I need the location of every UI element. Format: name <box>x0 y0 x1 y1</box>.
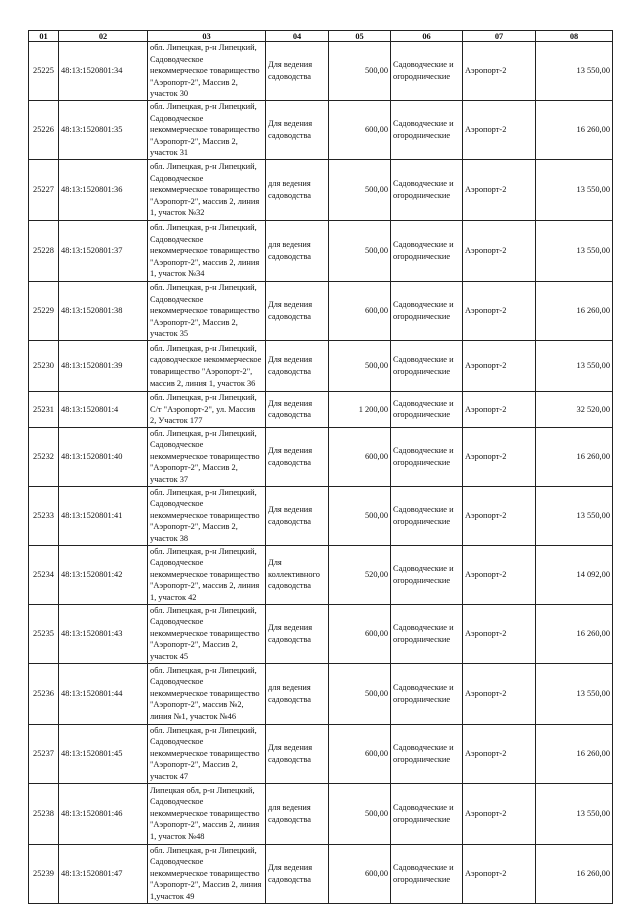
area-value: 520,00 <box>329 545 391 604</box>
area-value: 600,00 <box>329 100 391 159</box>
permitted-use: Для ведения садоводства <box>266 604 329 663</box>
row-number: 25227 <box>29 159 59 220</box>
address: обл. Липецкая, р-н Липецкий, Садоводческое некоммерческое товарищество "Аэропорт-2", массив 2, линия 1, участок №34 <box>148 220 266 281</box>
area-value: 600,00 <box>329 604 391 663</box>
permitted-use: Для ведения садоводства <box>266 427 329 486</box>
row-number: 25225 <box>29 42 59 101</box>
land-category: Садоводческие и огороднические <box>391 486 463 545</box>
cadastral-value: 13 550,00 <box>536 159 613 220</box>
permitted-use: для ведения садоводства <box>266 783 329 844</box>
cadastral-number: 48:13:1520801:39 <box>59 340 148 391</box>
address: обл. Липецкая, р-н Липецкий, Садоводческое некоммерческое товарищество "Аэропорт-2", Массив 2, участок 35 <box>148 281 266 340</box>
cadastral-value: 16 260,00 <box>536 604 613 663</box>
location: Аэропорт-2 <box>463 42 536 101</box>
address: обл. Липецкая, р-н Липецкий, Садоводческое некоммерческое товарищество "Аэропорт-2", Массив 2, участок 47 <box>148 724 266 783</box>
area-value: 600,00 <box>329 427 391 486</box>
address: обл. Липецкая, р-н Липецкий, Садоводческое некоммерческое товарищество "Аэропорт-2", Массив 2, участок 31 <box>148 100 266 159</box>
table-row <box>29 844 613 903</box>
row-number: 25226 <box>29 100 59 159</box>
location: Аэропорт-2 <box>463 486 536 545</box>
land-category: Садоводческие и огороднические <box>391 340 463 391</box>
permitted-use: Для ведения садоводства <box>266 100 329 159</box>
location: Аэропорт-2 <box>463 281 536 340</box>
permitted-use: для ведения садоводства <box>266 663 329 724</box>
cadastral-value: 13 550,00 <box>536 220 613 281</box>
area-value: 500,00 <box>329 663 391 724</box>
permitted-use: Для ведения садоводства <box>266 724 329 783</box>
cadastral-number: 48:13:1520801:38 <box>59 281 148 340</box>
cadastral-number: 48:13:1520801:4 <box>59 391 148 427</box>
area-value: 1 200,00 <box>329 391 391 427</box>
area-value: 500,00 <box>329 783 391 844</box>
permitted-use: Для ведения садоводства <box>266 281 329 340</box>
address: обл. Липецкая, р-н Липецкий, Садоводческое некоммерческое товарищество "Аэропорт-2", Массив 2, участок 38 <box>148 486 266 545</box>
table-row <box>29 427 613 486</box>
table-row <box>29 486 613 545</box>
address: обл. Липецкая, р-н Липецкий, Садоводческое некоммерческое товарищество "Аэропорт-2", массив №2, линия №1, участок №46 <box>148 663 266 724</box>
column-header: 03 <box>148 31 266 42</box>
location: Аэропорт-2 <box>463 545 536 604</box>
cadastral-number: 48:13:1520801:34 <box>59 42 148 101</box>
table-row <box>29 159 613 220</box>
header-row <box>29 31 613 42</box>
area-value: 500,00 <box>329 42 391 101</box>
land-category: Садоводческие и огороднические <box>391 427 463 486</box>
column-header: 06 <box>391 31 463 42</box>
row-number: 25235 <box>29 604 59 663</box>
land-category: Садоводческие и огороднические <box>391 663 463 724</box>
column-header: 01 <box>29 31 59 42</box>
row-number: 25232 <box>29 427 59 486</box>
location: Аэропорт-2 <box>463 391 536 427</box>
location: Аэропорт-2 <box>463 100 536 159</box>
table-row <box>29 724 613 783</box>
column-header: 02 <box>59 31 148 42</box>
land-category: Садоводческие и огороднические <box>391 42 463 101</box>
cadastral-number: 48:13:1520801:46 <box>59 783 148 844</box>
cadastral-value: 16 260,00 <box>536 100 613 159</box>
location: Аэропорт-2 <box>463 663 536 724</box>
area-value: 500,00 <box>329 220 391 281</box>
cadastral-value: 16 260,00 <box>536 281 613 340</box>
table-row <box>29 663 613 724</box>
table-row <box>29 220 613 281</box>
land-category: Садоводческие и огороднические <box>391 844 463 903</box>
land-register-table <box>28 30 613 904</box>
location: Аэропорт-2 <box>463 340 536 391</box>
address: обл. Липецкая, р-н Липецкий, садоводческое некоммерческое товарищество "Аэропорт-2", массив 2, линия 1, участок 36 <box>148 340 266 391</box>
area-value: 600,00 <box>329 844 391 903</box>
area-value: 600,00 <box>329 281 391 340</box>
row-number: 25229 <box>29 281 59 340</box>
address: обл. Липецкая, р-н Липецкий, С/т "Аэропорт-2", ул. Массив 2, Участок 177 <box>148 391 266 427</box>
permitted-use: Для коллективного садоводства <box>266 545 329 604</box>
column-header: 07 <box>463 31 536 42</box>
address: обл. Липецкая, р-н Липецкий, Садоводческое некоммерческое товарищество "Аэропорт-2", Массив 2, линия 1,участок 49 <box>148 844 266 903</box>
cadastral-number: 48:13:1520801:35 <box>59 100 148 159</box>
cadastral-value: 14 092,00 <box>536 545 613 604</box>
row-number: 25228 <box>29 220 59 281</box>
address: обл. Липецкая, р-н Липецкий, Садоводческое некоммерческое товарищество "Аэропорт-2", Массив 2, участок 45 <box>148 604 266 663</box>
permitted-use: Для ведения садоводства <box>266 486 329 545</box>
cadastral-value: 13 550,00 <box>536 663 613 724</box>
location: Аэропорт-2 <box>463 724 536 783</box>
land-category: Садоводческие и огороднические <box>391 724 463 783</box>
permitted-use: Для ведения садоводства <box>266 340 329 391</box>
land-category: Садоводческие и огороднические <box>391 783 463 844</box>
cadastral-value: 13 550,00 <box>536 783 613 844</box>
table-row <box>29 391 613 427</box>
area-value: 500,00 <box>329 340 391 391</box>
address: обл. Липецкая, р-н Липецкий, Садоводческое некоммерческое товарищество "Аэропорт-2", массив 2, линия 1, участок 42 <box>148 545 266 604</box>
table-row <box>29 545 613 604</box>
cadastral-number: 48:13:1520801:44 <box>59 663 148 724</box>
permitted-use: Для ведения садоводства <box>266 391 329 427</box>
land-category: Садоводческие и огороднические <box>391 391 463 427</box>
location: Аэропорт-2 <box>463 844 536 903</box>
permitted-use: Для ведения садоводства <box>266 844 329 903</box>
table-row <box>29 340 613 391</box>
cadastral-value: 13 550,00 <box>536 340 613 391</box>
row-number: 25237 <box>29 724 59 783</box>
cadastral-number: 48:13:1520801:43 <box>59 604 148 663</box>
cadastral-number: 48:13:1520801:45 <box>59 724 148 783</box>
cadastral-value: 16 260,00 <box>536 427 613 486</box>
row-number: 25239 <box>29 844 59 903</box>
location: Аэропорт-2 <box>463 604 536 663</box>
land-category: Садоводческие и огороднические <box>391 545 463 604</box>
table-row <box>29 783 613 844</box>
address: обл. Липецкая, р-н Липецкий, Садоводческое некоммерческое товарищество "Аэропорт-2", Массив 2, участок 37 <box>148 427 266 486</box>
cadastral-value: 13 550,00 <box>536 42 613 101</box>
row-number: 25230 <box>29 340 59 391</box>
location: Аэропорт-2 <box>463 159 536 220</box>
area-value: 500,00 <box>329 159 391 220</box>
address: обл. Липецкая, р-н Липецкий, Садоводческое некоммерческое товарищество "Аэропорт-2", массив 2, линия 1, участок №32 <box>148 159 266 220</box>
cadastral-number: 48:13:1520801:42 <box>59 545 148 604</box>
row-number: 25233 <box>29 486 59 545</box>
table-row <box>29 604 613 663</box>
cadastral-number: 48:13:1520801:47 <box>59 844 148 903</box>
area-value: 600,00 <box>329 724 391 783</box>
row-number: 25234 <box>29 545 59 604</box>
column-header: 04 <box>266 31 329 42</box>
cadastral-number: 48:13:1520801:37 <box>59 220 148 281</box>
cadastral-number: 48:13:1520801:40 <box>59 427 148 486</box>
table-row <box>29 100 613 159</box>
cadastral-value: 13 550,00 <box>536 486 613 545</box>
row-number: 25238 <box>29 783 59 844</box>
cadastral-value: 16 260,00 <box>536 724 613 783</box>
land-category: Садоводческие и огороднические <box>391 220 463 281</box>
location: Аэропорт-2 <box>463 427 536 486</box>
address: Липецкая обл, р-н Липецкий, Садоводческое некоммерческое товарищество "Аэропорт-2", массив 2, линия 1, участок №48 <box>148 783 266 844</box>
table-row <box>29 281 613 340</box>
land-category: Садоводческие и огороднические <box>391 604 463 663</box>
row-number: 25231 <box>29 391 59 427</box>
permitted-use: Для ведения садоводства <box>266 42 329 101</box>
location: Аэропорт-2 <box>463 783 536 844</box>
permitted-use: для ведения садоводства <box>266 159 329 220</box>
permitted-use: для ведения садоводства <box>266 220 329 281</box>
row-number: 25236 <box>29 663 59 724</box>
land-category: Садоводческие и огороднические <box>391 159 463 220</box>
cadastral-number: 48:13:1520801:36 <box>59 159 148 220</box>
land-category: Садоводческие и огороднические <box>391 100 463 159</box>
cadastral-number: 48:13:1520801:41 <box>59 486 148 545</box>
land-category: Садоводческие и огороднические <box>391 281 463 340</box>
area-value: 500,00 <box>329 486 391 545</box>
location: Аэропорт-2 <box>463 220 536 281</box>
address: обл. Липецкая, р-н Липецкий, Садоводческое некоммерческое товарищество "Аэропорт-2", Массив 2, участок 30 <box>148 42 266 101</box>
table-row <box>29 42 613 101</box>
cadastral-value: 16 260,00 <box>536 844 613 903</box>
column-header: 08 <box>536 31 613 42</box>
column-header: 05 <box>329 31 391 42</box>
cadastral-value: 32 520,00 <box>536 391 613 427</box>
